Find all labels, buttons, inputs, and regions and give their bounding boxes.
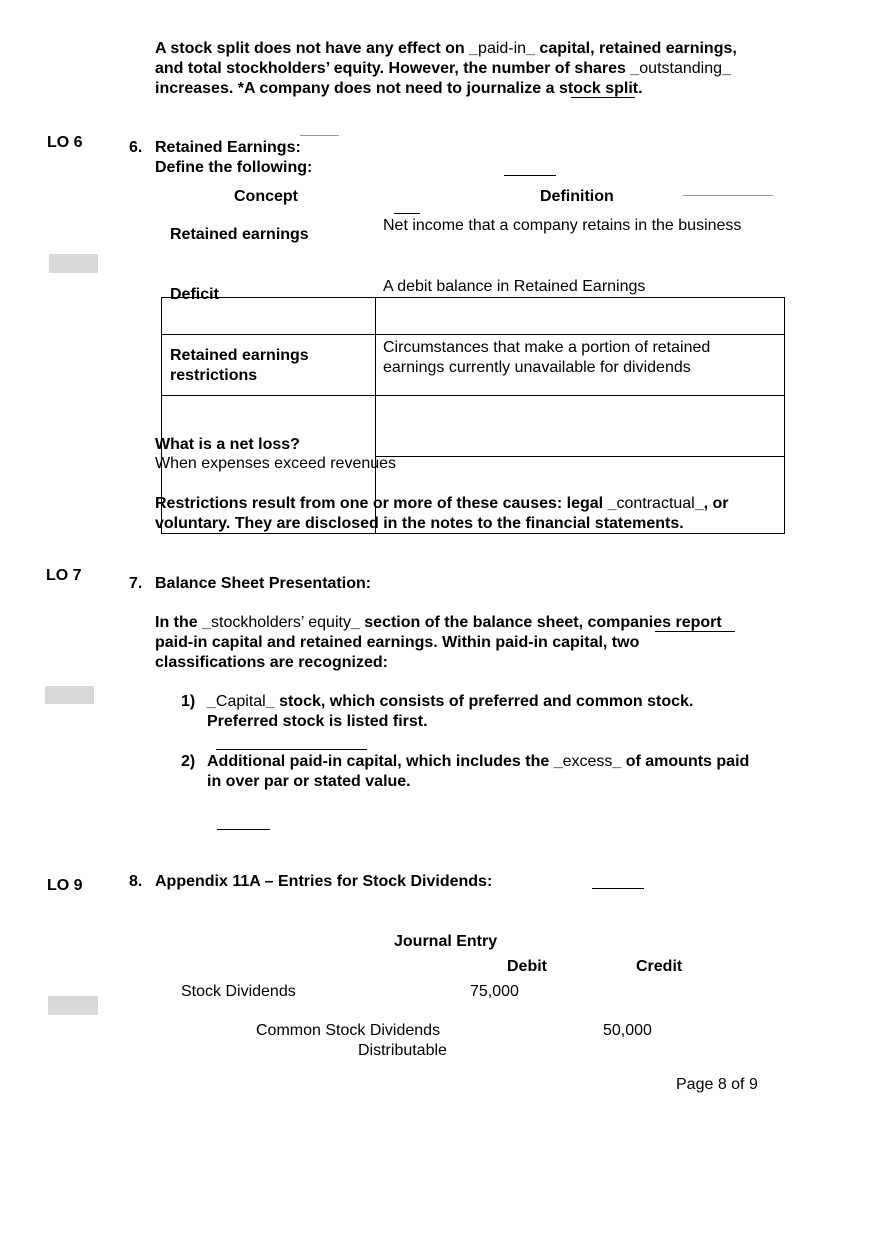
redaction-box [49,254,98,273]
fill-line [217,829,270,830]
section-8-number: 8. [129,873,143,890]
col-concept-header: Concept [234,188,298,205]
entry-2-account-line1: Common Stock Dividends [256,1022,441,1039]
table-rule [784,297,785,534]
text: _ [207,693,216,710]
table-rule [161,395,784,396]
section-7-title: Balance Sheet Presentation: [155,575,372,592]
concept-retained-earnings: Retained earnings [170,226,309,243]
underline [571,97,635,98]
fill-line [683,195,773,196]
lo-6-label: LO 6 [47,134,83,151]
text: Restrictions result from one or more of these causes: legal _ [155,495,617,512]
entry-1-debit: 75,000 [470,983,519,1000]
redaction-box [45,686,94,704]
section-6-title: Retained Earnings: [155,139,301,156]
item-1-number: 1) [181,693,196,710]
definition-deficit: A debit balance in Retained Earnings [383,278,646,295]
section-8-title: Appendix 11A – Entries for Stock Dividends: [155,873,493,890]
item-1-line1 [207,692,693,712]
table-rule [161,334,784,335]
section-6-number: 6. [129,139,143,156]
redaction-box [48,996,98,1015]
table-rule [375,456,784,457]
concept-restrictions-line1: Retained earnings [170,347,309,364]
section-7-number: 7. [129,575,143,592]
fill-line [300,135,339,136]
text: _ capital, retained earnings, [526,40,737,57]
section-7-p1-line2: paid-in capital and retained earnings. Within paid-in capital, two [155,634,640,651]
lo-9-label: LO 9 [47,877,83,894]
entry-1-account: Stock Dividends [181,983,296,1000]
fill-line [592,888,644,889]
fill-answer: excess [562,753,613,770]
table-rule [161,297,784,298]
text: Additional paid-in capital, which includes the _ [207,753,563,770]
definition-retained-earnings: Net income that a company retains in the business [383,217,742,234]
item-2-line1 [207,752,749,772]
restrictions-line-1 [155,494,729,514]
fill-answer: contractual [616,495,695,512]
definition-restrictions-line1: Circumstances that make a portion of retained [383,339,711,356]
text: and total stockholders’ equity. However, the number of shares _ [155,60,640,77]
fill-answer: paid-in [478,40,527,57]
definition-restrictions-line2: earnings currently unavailable for dividends [383,359,691,376]
section-6-prompt: Define the following: [155,159,313,176]
lo-7-label: LO 7 [46,567,82,584]
section-7-p1-line3: classifications are recognized: [155,654,388,671]
text: _, or [694,495,729,512]
fill-answer: stockholders’ equity [211,614,351,631]
item-2-number: 2) [181,753,196,770]
text: _ section of the balance sheet, companies report [350,614,722,631]
fill-line [216,749,367,750]
intro-line-3: increases. *A company does not need to journalize a stock split. [155,80,643,97]
fill-line [504,175,556,176]
net-loss-question: What is a net loss? [155,436,300,453]
net-loss-answer: When expenses exceed revenues [155,455,397,472]
entry-2-credit: 50,000 [603,1022,652,1039]
text: _ of amounts paid [612,753,750,770]
text: In the _ [155,614,212,631]
col-definition-header: Definition [540,188,614,205]
concept-deficit: Deficit [170,286,219,303]
item-2-line2: in over par or stated value. [207,773,411,790]
journal-entry-title: Journal Entry [394,933,498,950]
intro-line-2 [155,59,731,79]
entry-2-account-line2: Distributable [358,1042,447,1059]
page-number: Page 8 of 9 [676,1076,758,1093]
fill-line [394,213,420,214]
journal-col-credit: Credit [636,958,683,975]
journal-col-debit: Debit [507,958,547,975]
text: A stock split does not have any effect on _ [155,40,479,57]
item-1-line2: Preferred stock is listed first. [207,713,428,730]
concept-restrictions-line2: restrictions [170,367,258,384]
text: _ [722,60,731,77]
fill-answer: Capital [215,693,266,710]
section-7-p1-line1 [155,613,722,633]
fill-answer: outstanding [639,60,723,77]
restrictions-line-2: voluntary. They are disclosed in the notes to the financial statements. [155,515,684,532]
text: _ stock, which consists of preferred and common stock. [265,693,694,710]
intro-line-1 [155,39,737,59]
underline [655,631,735,632]
